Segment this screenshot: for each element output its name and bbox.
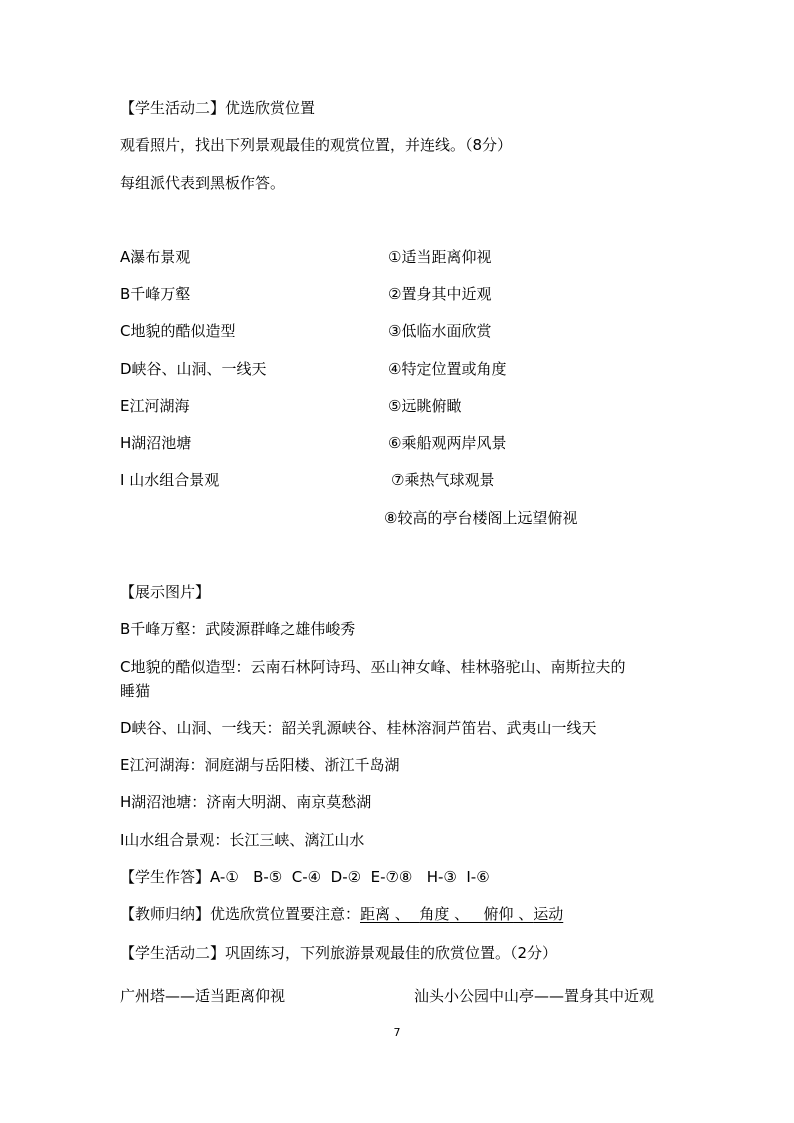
- right-item-5: ⑤远眺俯瞰: [388, 397, 462, 415]
- teacher-summary-prefix: 【教师归纳】优选欣赏位置要注意：: [120, 905, 361, 923]
- separator: 、: [390, 905, 420, 923]
- instruction-2: 每组派代表到黑板作答。: [120, 174, 286, 192]
- show-item-d: D峡谷、山洞、一线天：韶关乳源峡谷、桂林溶洞芦笛岩、武夷山一线天: [120, 719, 597, 737]
- page-number: 7: [393, 1026, 401, 1039]
- left-item-b: B千峰万壑: [120, 285, 191, 303]
- show-item-c: C地貌的酷似造型：云南石林阿诗玛、巫山神女峰、桂林骆驼山、南斯拉夫的: [120, 658, 626, 676]
- right-item-3: ③低临水面欣赏: [388, 322, 492, 340]
- show-item-c-cont: 睡猫: [120, 682, 151, 700]
- practice-right: 汕头小公园中山亭——置身其中近观: [414, 987, 655, 1005]
- left-item-a: A瀑布景观: [120, 248, 191, 266]
- right-item-6: ⑥乘船观两岸风景: [388, 434, 507, 452]
- activity2-title: 【学生活动二】优选欣赏位置: [120, 99, 316, 117]
- practice-left: 广州塔——适当距离仰视: [120, 987, 286, 1005]
- student-answer: 【学生作答】A-① B-⑤ C-④ D-② E-⑦⑧ H-③ I-⑥: [120, 868, 490, 886]
- show-item-i: I山水组合景观：长江三峡、漓江山水: [120, 831, 365, 849]
- teacher-summary: [120, 904, 563, 924]
- right-item-7: ⑦乘热气球观景: [391, 471, 495, 489]
- right-item-1: ①适当距离仰视: [388, 248, 492, 266]
- left-item-d: D峡谷、山洞、一线天: [120, 360, 267, 378]
- answer-blank-angle: 角度: [419, 905, 450, 923]
- right-item-4: ④特定位置或角度: [388, 360, 507, 378]
- left-item-c: C地貌的酷似造型: [120, 322, 236, 340]
- separator: 、: [513, 905, 534, 923]
- right-item-8: ⑧较高的亭台楼阁上远望俯视: [384, 509, 578, 527]
- instruction: 观看照片，找出下列景观最佳的观赏位置，并连线。（8分）: [120, 136, 513, 154]
- answer-blank-elevation: 俯仰: [483, 905, 514, 923]
- answer-blank-motion: 运动: [533, 905, 564, 923]
- show-item-h: H湖沼池塘：济南大明湖、南京莫愁湖: [120, 793, 372, 811]
- show-title: 【展示图片】: [120, 583, 211, 601]
- answer-blank-distance: 距离: [360, 905, 391, 923]
- show-item-b: B千峰万壑：武陵源群峰之雄伟峻秀: [120, 620, 356, 638]
- left-item-i: I 山水组合景观: [120, 471, 220, 489]
- left-item-e: E江河湖海: [120, 397, 190, 415]
- right-item-2: ②置身其中近观: [388, 285, 492, 303]
- practice-title: 【学生活动二】巩固练习，下列旅游景观最佳的欣赏位置。（2分）: [120, 944, 558, 962]
- left-item-h: H湖沼池塘: [120, 434, 192, 452]
- separator: 、: [449, 905, 484, 923]
- show-item-e: E江河湖海：洞庭湖与岳阳楼、浙江千岛湖: [120, 756, 400, 774]
